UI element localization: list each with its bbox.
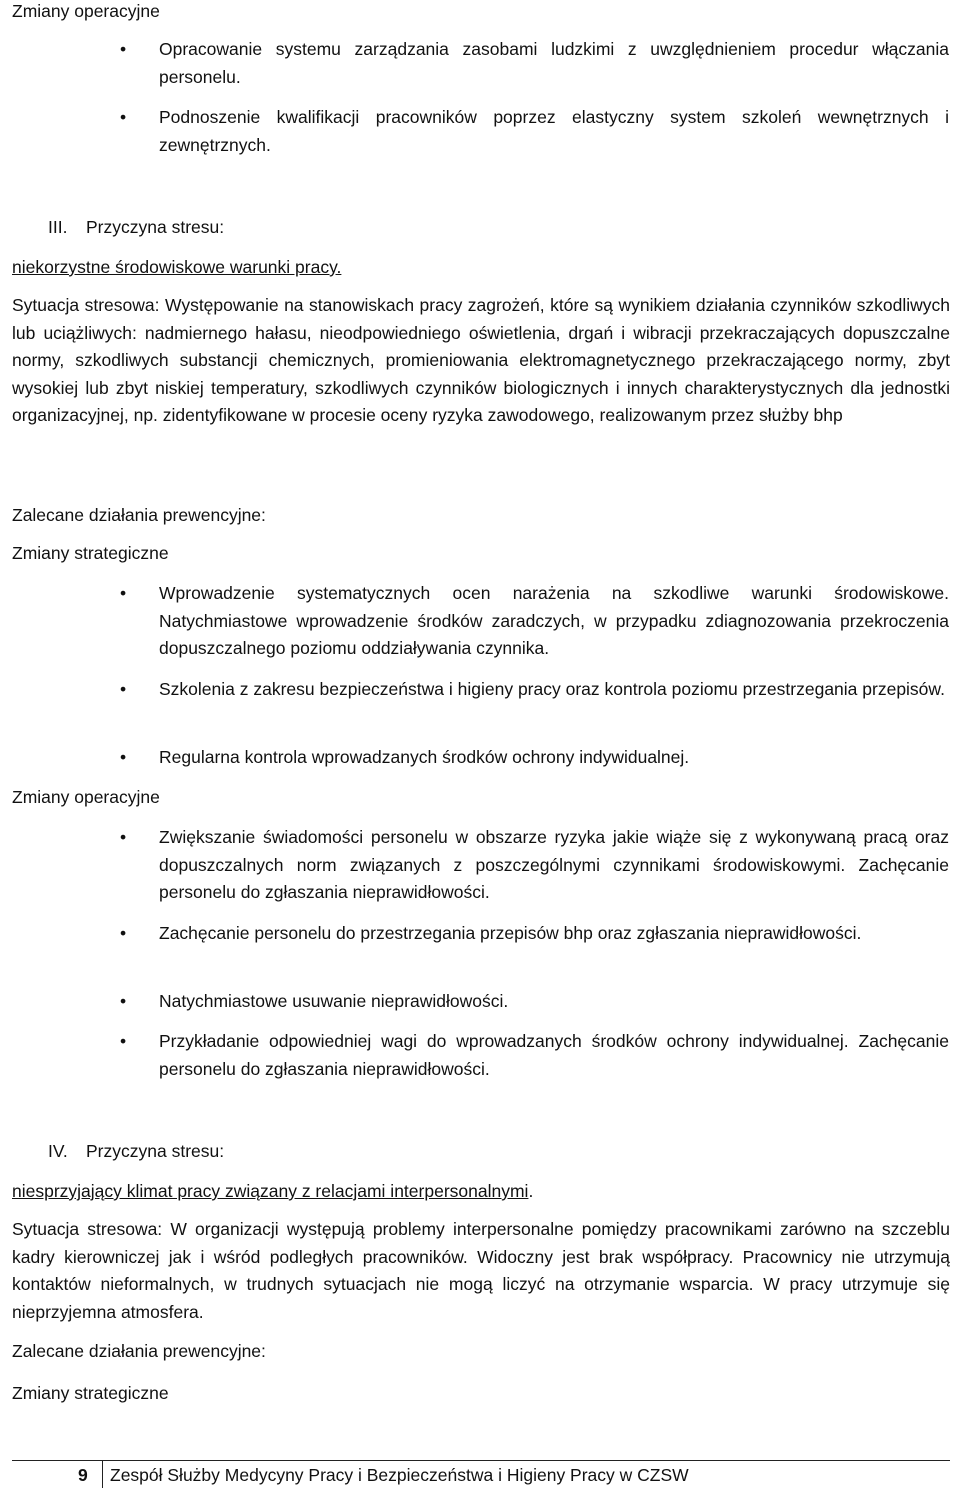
- bullet-icon: •: [120, 923, 127, 943]
- list-item-text: Opracowanie systemu zarządzania zasobami ludzkimi z uwzględnieniem procedur włączania personelu.: [159, 39, 949, 87]
- list-item-text: Szkolenia z zakresu bezpieczeństwa i higieny pracy oraz kontrola poziomu przestrzegania przepisów.: [159, 679, 945, 699]
- stress-cause-line: [12, 1180, 533, 1202]
- section-heading: Przyczyna stresu:: [86, 1141, 225, 1161]
- bullet-icon: •: [120, 827, 127, 847]
- bullet-icon: •: [120, 583, 127, 603]
- bullet-icon: •: [120, 107, 127, 127]
- list-item-text: Wprowadzenie systematycznych ocen narażenia na szkodliwe warunki środowiskowe. Natychmiastowe wprowadzenie środków zaradczych, w przypadku zdiagnozowania przekroczenia dopuszczalnego poziomu oddziaływania czynnika.: [159, 583, 949, 658]
- section-heading: Przyczyna stresu:: [86, 217, 225, 237]
- bullet-icon: •: [120, 991, 127, 1011]
- stress-cause: niesprzyjający klimat pracy związany z relacjami interpersonalnymi: [12, 1181, 529, 1201]
- section-number: IV.: [48, 1141, 68, 1161]
- page-number: 9: [78, 1465, 88, 1485]
- list-item-text: Zwiększanie świadomości personelu w obszarze ryzyka jakie wiąże się z wykonywaną pracą oraz dopuszczalnych norm związanych z poszczególnymi czynnikami środowiskowymi. Zachęcanie personelu do zgłaszania nieprawidłowości.: [159, 827, 949, 902]
- stress-situation-paragraph: Sytuacja stresowa: Występowanie na stanowiskach pracy zagrożeń, które są wynikiem działania czynników szkodliwych lub uciążliwych: nadmiernego hałasu, nieodpowiedniego oświetlenia, drgań i wibracji przekraczających dopuszczalne normy, szkodliwych substancji chemicznych, promieniowania elektromagnetycznego przekraczającego normy, zbyt wysokiej lub zbyt niskiej temperatury, szkodliwych czynników biologicznych i innych charakterystycznych dla jednostki organizacyjnej, np. zidentyfikowane w procesie oceny ryzyka zawodowego, realizowanym przez służby bhp: [12, 295, 950, 425]
- list-item-text: Podnoszenie kwalifikacji pracowników poprzez elastyczny system szkoleń wewnętrznych i zewnętrznych.: [159, 107, 949, 155]
- list-item-text: Zachęcanie personelu do przestrzegania przepisów bhp oraz zgłaszania nieprawidłowości.: [159, 923, 862, 943]
- page-footer: [12, 1460, 950, 1488]
- operational-changes-label: Zmiany operacyjne: [12, 1, 160, 21]
- bullet-icon: •: [120, 1031, 127, 1051]
- list-item-text: Regularna kontrola wprowadzanych środków ochrony indywidualnej.: [159, 747, 690, 767]
- stress-cause-period: .: [528, 1181, 534, 1201]
- list-item-text: Przykładanie odpowiedniej wagi do wprowadzanych środków ochrony indywidualnej. Zachęcanie personelu do zgłaszania nieprawidłowości.: [159, 1031, 949, 1079]
- stress-cause: niekorzystne środowiskowe warunki pracy.: [12, 257, 342, 277]
- section-number: III.: [48, 217, 68, 237]
- list-item-text: Natychmiastowe usuwanie nieprawidłowości.: [159, 991, 509, 1011]
- recommended-actions-label: Zalecane działania prewencyjne:: [12, 1341, 266, 1361]
- footer-organization: Zespół Służby Medycyny Pracy i Bezpieczeństwa i Higieny Pracy w CZSW: [110, 1465, 689, 1485]
- footer-divider: [12, 1460, 950, 1461]
- bullet-icon: •: [120, 747, 127, 767]
- bullet-icon: •: [120, 39, 127, 59]
- strategic-changes-label: Zmiany strategiczne: [12, 543, 169, 563]
- recommended-actions-label: Zalecane działania prewencyjne:: [12, 505, 266, 525]
- footer-separator: [102, 1460, 103, 1488]
- operational-changes-label: Zmiany operacyjne: [12, 787, 160, 807]
- bullet-icon: •: [120, 679, 127, 699]
- strategic-changes-label: Zmiany strategiczne: [12, 1383, 169, 1403]
- stress-situation-paragraph: Sytuacja stresowa: W organizacji występują problemy interpersonalne pomiędzy pracownikami zarówno na szczeblu kadry kierowniczej jak i wśród podległych pracowników. Widoczny jest brak współpracy. Pracownicy nie utrzymują kontaktów nieformalnych, w trudnych sytuacjach nie mogą liczyć na otrzymanie wsparcia. W pracy utrzymuje się nieprzyjemna atmosfera.: [12, 1219, 950, 1322]
